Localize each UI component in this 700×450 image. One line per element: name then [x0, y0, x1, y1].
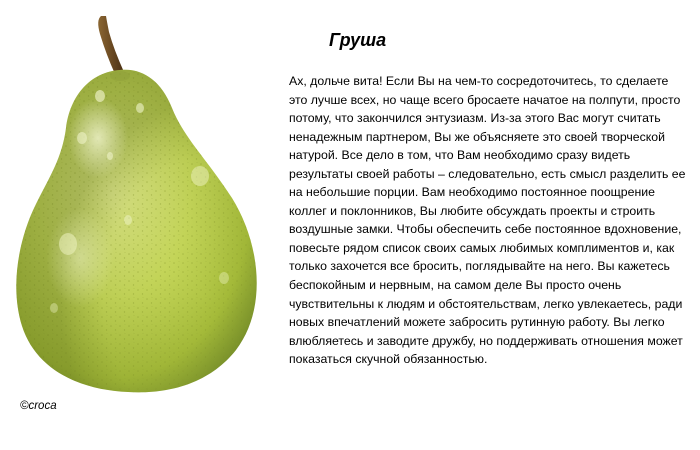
pear-stem	[98, 16, 124, 74]
page-title: Груша	[329, 30, 387, 50]
copyright-text: ©croca	[20, 400, 57, 412]
pear-image	[10, 8, 272, 398]
description-text: Ах, дольче вита! Если Вы на чем-то сосредоточитесь, то сделаете это лучше всех, но чаще всего бросаете начатое на полпути, просто потому, что закончился энтузиазм. Из-за этого Вас могут считать ненадежным партнером, Вы же объясняете это своей творческой натурой. Все дело в том, что Вам необходимо сразу видеть результаты своей работы – следовательно, есть смысл разделить ее на небольшие порции. Вам необходимо постоянное поощрение коллег и поклонников, Вы любите обсуждать проекты и строить воздушные замки. Чтобы обеспечить себе постоянное вдохновение, повесьте рядом список своих самых любимых комплиментов и, как только захочется все бросить, поглядывайте на него. Вы кажетесь беспокойным и нервным, на самом деле Вы просто очень чувствительны к людям и обстоятельствам, легко увлекаетесь, ради новых впечатлений можете забросить рутинную работу. Вы легко влюбляетесь и заводите дружбу, но поддерживать отношения может показаться скучной обязанностью.	[289, 74, 686, 367]
